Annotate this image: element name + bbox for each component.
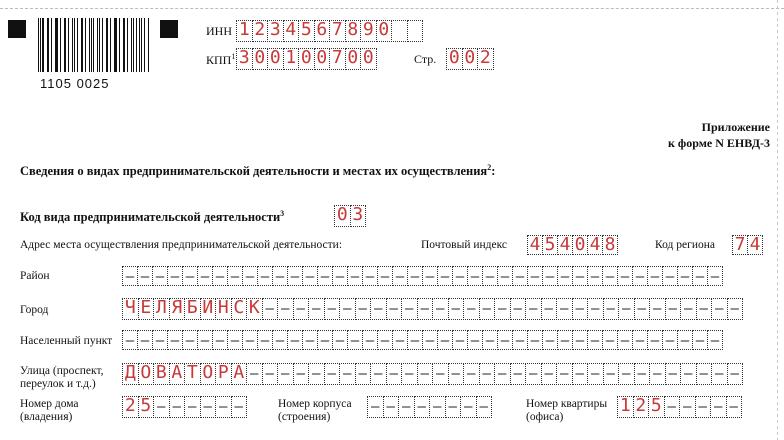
char-cell[interactable] <box>212 330 228 350</box>
char-cell[interactable] <box>355 363 372 385</box>
barcode-bar <box>68 18 69 72</box>
char-cell[interactable] <box>710 396 727 418</box>
char-cell[interactable] <box>587 266 603 286</box>
char-cell[interactable] <box>452 266 468 286</box>
char-cell[interactable] <box>602 266 618 286</box>
char-cell[interactable] <box>448 298 465 320</box>
activity-footnote-mark: 3 <box>280 209 285 218</box>
char-cell[interactable] <box>401 298 418 320</box>
char-cell[interactable]: 4 <box>283 20 300 42</box>
char-cell[interactable] <box>317 266 333 286</box>
alignment-marker-left <box>8 20 26 38</box>
char-cell[interactable] <box>242 266 258 286</box>
char-cell[interactable] <box>257 330 273 350</box>
char-cell[interactable]: 7 <box>329 20 346 42</box>
char-cell[interactable]: Я <box>169 298 186 320</box>
char-cell[interactable] <box>212 266 228 286</box>
char-cell[interactable]: В <box>153 363 170 385</box>
barcode-bar <box>51 18 52 72</box>
char-cell[interactable] <box>556 363 573 385</box>
street-field[interactable] <box>122 363 742 385</box>
char-cell[interactable] <box>726 396 743 418</box>
char-cell[interactable] <box>339 298 356 320</box>
char-cell[interactable]: Н <box>215 298 232 320</box>
char-cell[interactable] <box>494 363 511 385</box>
barcode-bar <box>107 18 108 72</box>
char-cell[interactable] <box>242 330 258 350</box>
char-cell[interactable]: 0 <box>376 20 393 42</box>
settlement-label: Населенный пункт <box>20 335 113 347</box>
char-cell[interactable] <box>167 266 183 286</box>
city-label: Город <box>20 304 49 316</box>
char-cell[interactable] <box>494 298 511 320</box>
region-code-field[interactable] <box>732 235 762 255</box>
char-cell[interactable]: 3 <box>350 205 367 227</box>
char-cell[interactable] <box>527 266 543 286</box>
barcode-bar <box>91 18 92 72</box>
char-cell[interactable]: 0 <box>267 48 284 70</box>
char-cell[interactable] <box>398 396 415 418</box>
char-cell[interactable] <box>277 298 294 320</box>
char-cell[interactable]: 4 <box>557 235 573 255</box>
char-cell[interactable]: 4 <box>587 235 603 255</box>
char-cell[interactable] <box>262 298 279 320</box>
char-cell[interactable] <box>302 266 318 286</box>
char-cell[interactable] <box>287 266 303 286</box>
char-cell[interactable] <box>463 363 480 385</box>
char-cell[interactable]: И <box>200 298 217 320</box>
char-cell[interactable]: 0 <box>572 235 588 255</box>
char-cell[interactable] <box>662 266 678 286</box>
char-cell[interactable] <box>696 298 713 320</box>
barcode-bar <box>124 18 125 72</box>
char-cell[interactable] <box>497 330 513 350</box>
char-cell[interactable] <box>677 266 693 286</box>
appendix-line-1: Приложение <box>701 120 770 134</box>
char-cell[interactable]: 5 <box>298 20 315 42</box>
char-cell[interactable] <box>662 330 678 350</box>
region-code-label: Код региона <box>655 239 715 251</box>
char-cell[interactable] <box>525 298 542 320</box>
char-cell[interactable] <box>680 363 697 385</box>
char-cell[interactable] <box>711 298 728 320</box>
char-cell[interactable] <box>602 330 618 350</box>
barcode-bar <box>60 18 61 72</box>
char-cell[interactable] <box>692 266 708 286</box>
kpp-footnote-mark: 1 <box>231 52 236 61</box>
char-cell[interactable]: 4 <box>747 235 763 255</box>
char-cell[interactable] <box>231 396 248 418</box>
char-cell[interactable] <box>556 298 573 320</box>
char-cell[interactable] <box>587 330 603 350</box>
char-cell[interactable] <box>634 363 651 385</box>
char-cell[interactable]: А <box>231 363 248 385</box>
char-cell[interactable] <box>437 330 453 350</box>
char-cell[interactable] <box>572 266 588 286</box>
char-cell[interactable]: 0 <box>446 48 463 70</box>
char-cell[interactable] <box>339 363 356 385</box>
char-cell[interactable] <box>401 363 418 385</box>
char-cell[interactable] <box>727 363 744 385</box>
barcode-bar <box>115 18 116 72</box>
char-cell[interactable]: 0 <box>298 48 315 70</box>
char-cell[interactable]: 3 <box>236 48 253 70</box>
char-cell[interactable] <box>711 363 728 385</box>
char-cell[interactable] <box>452 330 468 350</box>
inn-label: ИНН <box>206 24 232 38</box>
char-cell[interactable] <box>324 363 341 385</box>
char-cell[interactable] <box>632 266 648 286</box>
char-cell[interactable]: 1 <box>236 20 253 42</box>
char-cell[interactable]: 0 <box>345 48 362 70</box>
page-number-field[interactable] <box>446 48 493 70</box>
char-cell[interactable] <box>362 266 378 286</box>
char-cell[interactable] <box>680 298 697 320</box>
char-cell[interactable] <box>287 330 303 350</box>
char-cell[interactable]: 0 <box>252 48 269 70</box>
char-cell[interactable] <box>391 20 408 42</box>
char-cell[interactable]: 1 <box>283 48 300 70</box>
char-cell[interactable] <box>617 266 633 286</box>
char-cell[interactable]: 0 <box>462 48 479 70</box>
char-cell[interactable] <box>293 363 310 385</box>
char-cell[interactable]: 6 <box>314 20 331 42</box>
char-cell[interactable] <box>482 330 498 350</box>
char-cell[interactable] <box>541 363 558 385</box>
section-title: Сведения о видах предпринимательской деятельности и местах их осуществления$^2$: <box>20 163 496 179</box>
char-cell[interactable] <box>184 396 201 418</box>
char-cell[interactable] <box>618 363 635 385</box>
house-number-field[interactable] <box>122 396 246 418</box>
char-cell[interactable]: 2 <box>633 396 650 418</box>
char-cell[interactable] <box>407 330 423 350</box>
char-cell[interactable] <box>696 363 713 385</box>
char-cell[interactable]: Т <box>184 363 201 385</box>
inn-field[interactable] <box>236 20 422 42</box>
page-edge <box>777 0 778 440</box>
char-cell[interactable]: Р <box>215 363 232 385</box>
char-cell[interactable] <box>272 266 288 286</box>
char-cell[interactable] <box>479 298 496 320</box>
appendix-line-2: к форме N ЕНВД-3 <box>667 136 770 150</box>
district-field[interactable] <box>122 266 722 286</box>
char-cell[interactable] <box>679 396 696 418</box>
char-cell[interactable] <box>367 396 384 418</box>
char-cell[interactable] <box>422 330 438 350</box>
barcode-bar <box>72 18 73 72</box>
char-cell[interactable] <box>417 298 434 320</box>
char-cell[interactable]: 2 <box>477 48 494 70</box>
char-cell[interactable] <box>308 363 325 385</box>
torn-edge <box>0 0 784 9</box>
activity-code-label: Код вида предпринимательской деятельности$^3$ <box>20 209 285 225</box>
char-cell[interactable]: Л <box>153 298 170 320</box>
activity-code-field[interactable] <box>334 205 365 227</box>
postal-index-label: Почтовый индекс <box>421 239 508 251</box>
char-cell[interactable] <box>167 330 183 350</box>
char-cell[interactable] <box>647 266 663 286</box>
char-cell[interactable] <box>542 330 558 350</box>
char-cell[interactable]: 5 <box>542 235 558 255</box>
char-cell[interactable] <box>182 266 198 286</box>
apartment-number-field[interactable] <box>617 396 741 418</box>
char-cell[interactable] <box>512 330 528 350</box>
char-cell[interactable] <box>476 396 493 418</box>
page-label: Стр. <box>414 52 437 66</box>
char-cell[interactable]: 9 <box>360 20 377 42</box>
char-cell[interactable] <box>467 330 483 350</box>
barcode-bar <box>141 18 142 72</box>
barcode-bar <box>77 18 78 72</box>
char-cell[interactable]: С <box>231 298 248 320</box>
char-cell[interactable] <box>634 298 651 320</box>
char-cell[interactable]: Е <box>138 298 155 320</box>
char-cell[interactable] <box>153 396 170 418</box>
building-number-field[interactable] <box>367 396 491 418</box>
char-cell[interactable]: 3 <box>267 20 284 42</box>
house-number-label: Номер дома (владения) <box>20 398 79 423</box>
char-cell[interactable] <box>460 396 477 418</box>
char-cell[interactable]: 7 <box>732 235 748 255</box>
char-cell[interactable] <box>377 330 393 350</box>
char-cell[interactable] <box>386 298 403 320</box>
barcode-bar <box>56 18 57 72</box>
char-cell[interactable] <box>257 266 273 286</box>
barcode-bar <box>85 18 86 72</box>
barcode-bar <box>148 18 149 72</box>
char-cell[interactable] <box>527 330 543 350</box>
char-cell[interactable] <box>677 330 693 350</box>
char-cell[interactable] <box>463 298 480 320</box>
char-cell[interactable] <box>370 363 387 385</box>
char-cell[interactable] <box>332 266 348 286</box>
char-cell[interactable] <box>293 298 310 320</box>
char-cell[interactable] <box>302 330 318 350</box>
barcode-bar <box>119 18 120 72</box>
char-cell[interactable] <box>386 363 403 385</box>
char-cell[interactable]: А <box>169 363 186 385</box>
building-number-label: Номер корпуса (строения) <box>278 398 352 423</box>
char-cell[interactable]: 5 <box>648 396 665 418</box>
char-cell[interactable] <box>432 298 449 320</box>
char-cell[interactable]: 0 <box>334 205 351 227</box>
char-cell[interactable] <box>407 20 424 42</box>
char-cell[interactable] <box>362 330 378 350</box>
char-cell[interactable] <box>197 330 213 350</box>
char-cell[interactable] <box>246 363 263 385</box>
char-cell[interactable] <box>510 363 527 385</box>
barcode-bar <box>42 18 43 72</box>
char-cell[interactable] <box>169 396 186 418</box>
char-cell[interactable] <box>665 298 682 320</box>
char-cell[interactable] <box>664 396 681 418</box>
barcode-bar <box>131 18 132 72</box>
barcode-number: 1105 0025 <box>40 76 110 91</box>
postal-index-field[interactable] <box>527 235 617 255</box>
char-cell[interactable] <box>448 363 465 385</box>
char-cell[interactable] <box>497 266 513 286</box>
char-cell[interactable]: Б <box>184 298 201 320</box>
char-cell[interactable] <box>347 266 363 286</box>
barcode-bars <box>38 18 150 72</box>
char-cell[interactable] <box>355 298 372 320</box>
street-label: Улица (проспект, переулок и т.д.) <box>20 365 104 390</box>
char-cell[interactable] <box>197 266 213 286</box>
char-cell[interactable] <box>479 363 496 385</box>
char-cell[interactable] <box>383 396 400 418</box>
barcode-bar <box>93 18 94 72</box>
char-cell[interactable] <box>277 363 294 385</box>
kpp-label: КПП$^1$ <box>206 52 236 67</box>
char-cell[interactable]: 5 <box>138 396 155 418</box>
char-cell[interactable]: О <box>200 363 217 385</box>
char-cell[interactable] <box>437 266 453 286</box>
char-cell[interactable] <box>647 330 663 350</box>
address-label: Адрес места осуществления предпринимательской деятельности: <box>20 239 343 251</box>
char-cell[interactable] <box>603 363 620 385</box>
char-cell[interactable] <box>392 330 408 350</box>
district-label: Район <box>20 270 50 282</box>
barcode <box>38 18 150 91</box>
char-cell[interactable] <box>227 330 243 350</box>
char-cell[interactable] <box>617 330 633 350</box>
char-cell[interactable] <box>182 330 198 350</box>
char-cell[interactable] <box>432 363 449 385</box>
char-cell[interactable] <box>407 266 423 286</box>
char-cell[interactable] <box>137 266 153 286</box>
settlement-field[interactable] <box>122 330 722 350</box>
char-cell[interactable] <box>603 298 620 320</box>
char-cell[interactable] <box>692 330 708 350</box>
char-cell[interactable] <box>429 396 446 418</box>
char-cell[interactable]: 8 <box>602 235 618 255</box>
char-cell[interactable]: Д <box>122 363 139 385</box>
char-cell[interactable] <box>137 330 153 350</box>
char-cell[interactable]: 2 <box>122 396 139 418</box>
char-cell[interactable] <box>414 396 431 418</box>
char-cell[interactable] <box>542 266 558 286</box>
char-cell[interactable] <box>445 396 462 418</box>
char-cell[interactable]: 8 <box>345 20 362 42</box>
char-cell[interactable] <box>587 298 604 320</box>
char-cell[interactable] <box>541 298 558 320</box>
char-cell[interactable] <box>512 266 528 286</box>
char-cell[interactable] <box>632 330 648 350</box>
char-cell[interactable]: 0 <box>314 48 331 70</box>
char-cell[interactable] <box>370 298 387 320</box>
char-cell[interactable] <box>707 266 723 286</box>
char-cell[interactable] <box>308 298 325 320</box>
char-cell[interactable] <box>200 396 217 418</box>
char-cell[interactable] <box>122 266 138 286</box>
char-cell[interactable] <box>467 266 483 286</box>
char-cell[interactable]: 7 <box>329 48 346 70</box>
char-cell[interactable] <box>417 363 434 385</box>
char-cell[interactable] <box>695 396 712 418</box>
char-cell[interactable] <box>525 363 542 385</box>
char-cell[interactable]: 4 <box>527 235 543 255</box>
char-cell[interactable]: О <box>138 363 155 385</box>
char-cell[interactable] <box>707 330 723 350</box>
char-cell[interactable] <box>587 363 604 385</box>
char-cell[interactable] <box>122 330 138 350</box>
char-cell[interactable] <box>317 330 333 350</box>
char-cell[interactable] <box>152 266 168 286</box>
barcode-bar <box>99 18 100 72</box>
char-cell[interactable] <box>347 330 363 350</box>
alignment-marker-right <box>160 20 178 38</box>
kpp-field[interactable] <box>236 48 376 70</box>
char-cell[interactable] <box>618 298 635 320</box>
char-cell[interactable] <box>572 298 589 320</box>
char-cell[interactable] <box>227 266 243 286</box>
char-cell[interactable] <box>482 266 498 286</box>
char-cell[interactable] <box>332 330 348 350</box>
char-cell[interactable]: 0 <box>360 48 377 70</box>
char-cell[interactable] <box>557 330 573 350</box>
char-cell[interactable] <box>262 363 279 385</box>
char-cell[interactable]: К <box>246 298 263 320</box>
char-cell[interactable] <box>649 298 666 320</box>
char-cell[interactable]: 2 <box>252 20 269 42</box>
char-cell[interactable] <box>392 266 408 286</box>
char-cell[interactable] <box>324 298 341 320</box>
char-cell[interactable] <box>572 363 589 385</box>
char-cell[interactable]: 1 <box>617 396 634 418</box>
char-cell[interactable] <box>422 266 438 286</box>
char-cell[interactable] <box>215 396 232 418</box>
barcode-bar <box>139 18 140 72</box>
title-footnote-mark: 2 <box>487 163 492 172</box>
char-cell[interactable] <box>649 363 666 385</box>
barcode-bar <box>38 18 39 72</box>
char-cell[interactable] <box>377 266 393 286</box>
char-cell[interactable] <box>727 298 744 320</box>
city-field[interactable] <box>122 298 742 320</box>
char-cell[interactable] <box>510 298 527 320</box>
apartment-number-label: Номер квартиры (офиса) <box>526 398 608 423</box>
char-cell[interactable] <box>152 330 168 350</box>
char-cell[interactable] <box>272 330 288 350</box>
char-cell[interactable] <box>557 266 573 286</box>
char-cell[interactable] <box>572 330 588 350</box>
char-cell[interactable]: Ч <box>122 298 139 320</box>
char-cell[interactable] <box>665 363 682 385</box>
